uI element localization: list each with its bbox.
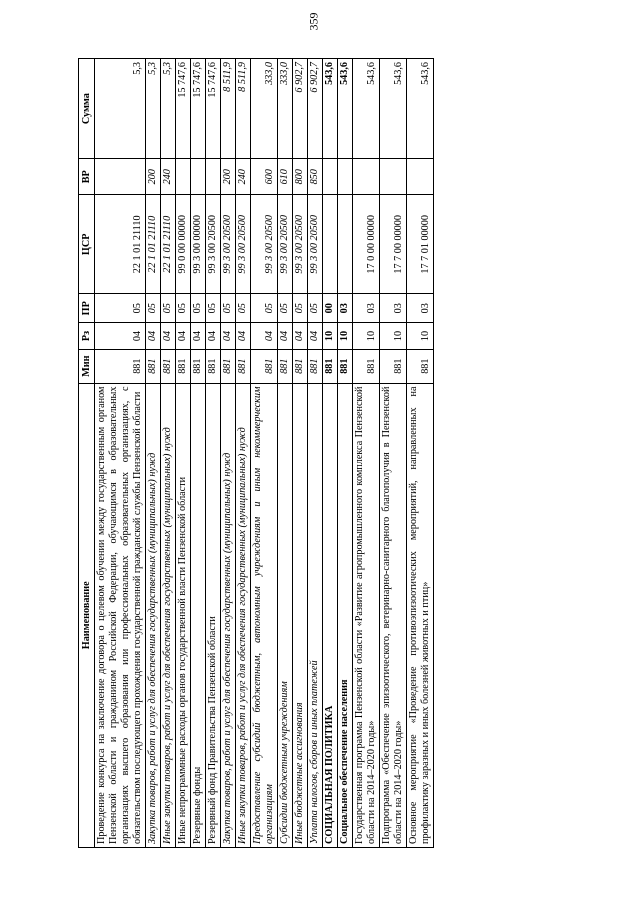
- cell-min: 881: [323, 349, 338, 383]
- header-csr: ЦСР: [79, 195, 95, 294]
- table-row: [95, 59, 146, 848]
- cell-vr: [338, 159, 353, 195]
- cell-vr: [323, 159, 338, 195]
- table-row: [221, 59, 236, 848]
- cell-csr: 17 0 00 00000: [353, 195, 380, 294]
- cell-min: 881: [380, 349, 407, 383]
- cell-pr: 00: [323, 294, 338, 323]
- cell-csr: 99 3 00 20500: [236, 195, 251, 294]
- cell-min: 881: [338, 349, 353, 383]
- cell-vr: 240: [161, 159, 176, 195]
- cell-min: 881: [191, 349, 206, 383]
- cell-name: Предоставление субсидий бюджетным, автономным учреждениям и иным некоммерческим организациям: [251, 383, 278, 847]
- cell-sum: 8 511,9: [236, 59, 251, 159]
- cell-rz: 04: [206, 323, 221, 350]
- cell-pr: 05: [146, 294, 161, 323]
- cell-csr: 99 3 00 20500: [221, 195, 236, 294]
- cell-pr: 05: [293, 294, 308, 323]
- cell-pr: 03: [338, 294, 353, 323]
- header-sum: Сумма: [79, 59, 95, 159]
- cell-vr: [176, 159, 191, 195]
- cell-name: Государственная программа Пензенской области «Развитие агропромышленного комплекса Пензенской области на 2014–2020 годы»: [353, 383, 380, 847]
- cell-vr: 800: [293, 159, 308, 195]
- cell-sum: 543,6: [353, 59, 380, 159]
- cell-vr: 240: [236, 159, 251, 195]
- cell-sum: 5,3: [95, 59, 146, 159]
- table-row: [146, 59, 161, 848]
- header-min: Мин: [79, 349, 95, 383]
- table-header-row: [79, 59, 95, 848]
- cell-vr: 200: [146, 159, 161, 195]
- cell-min: 881: [353, 349, 380, 383]
- cell-csr: 17 7 01 00000: [407, 195, 434, 294]
- cell-sum: 5,3: [146, 59, 161, 159]
- cell-min: 881: [236, 349, 251, 383]
- cell-pr: 05: [161, 294, 176, 323]
- cell-min: 881: [146, 349, 161, 383]
- table-row: [353, 59, 380, 848]
- cell-min: 881: [206, 349, 221, 383]
- cell-name: Иные закупки товаров, работ и услуг для обеспечения государственных (муниципальных) нужд: [236, 383, 251, 847]
- cell-rz: 04: [221, 323, 236, 350]
- cell-pr: 05: [191, 294, 206, 323]
- cell-sum: 15 747,6: [176, 59, 191, 159]
- cell-sum: 333,0: [278, 59, 293, 159]
- cell-csr: 99 3 00 00000: [191, 195, 206, 294]
- cell-name: Иные бюджетные ассигнования: [293, 383, 308, 847]
- cell-pr: 05: [236, 294, 251, 323]
- cell-min: 881: [308, 349, 323, 383]
- cell-sum: 543,6: [380, 59, 407, 159]
- cell-csr: 99 3 00 20500: [308, 195, 323, 294]
- cell-pr: 05: [95, 294, 146, 323]
- table-row: [206, 59, 221, 848]
- cell-pr: 05: [308, 294, 323, 323]
- cell-min: 881: [251, 349, 278, 383]
- cell-rz: 04: [308, 323, 323, 350]
- cell-min: 881: [407, 349, 434, 383]
- cell-sum: 15 747,6: [206, 59, 221, 159]
- cell-csr: 99 0 00 00000: [176, 195, 191, 294]
- cell-min: 881: [293, 349, 308, 383]
- cell-csr: [338, 195, 353, 294]
- cell-rz: 04: [293, 323, 308, 350]
- cell-rz: 10: [323, 323, 338, 350]
- cell-rz: 04: [278, 323, 293, 350]
- cell-name: Закупка товаров, работ и услуг для обеспечения государственных (муниципальных) нужд: [221, 383, 236, 847]
- table-row: [251, 59, 278, 848]
- cell-name: Резервный фонд Правительства Пензенской области: [206, 383, 221, 847]
- cell-rz: 04: [161, 323, 176, 350]
- cell-csr: 99 3 00 20500: [278, 195, 293, 294]
- cell-vr: 610: [278, 159, 293, 195]
- cell-sum: 6 902,7: [308, 59, 323, 159]
- cell-rz: 04: [236, 323, 251, 350]
- cell-sum: 15 747,6: [191, 59, 206, 159]
- table-row: [407, 59, 434, 848]
- cell-sum: 8 511,9: [221, 59, 236, 159]
- table-row: [176, 59, 191, 848]
- cell-name: СОЦИАЛЬНАЯ ПОЛИТИКА: [323, 383, 338, 847]
- cell-vr: [353, 159, 380, 195]
- table-row: [323, 59, 338, 848]
- cell-name: Резервные фонды: [191, 383, 206, 847]
- cell-rz: 04: [191, 323, 206, 350]
- cell-name: Субсидии бюджетным учреждениям: [278, 383, 293, 847]
- cell-csr: 22 1 01 21110: [146, 195, 161, 294]
- cell-name: Иные закупки товаров, работ и услуг для обеспечения государственных (муниципальных) нужд: [161, 383, 176, 847]
- cell-csr: [323, 195, 338, 294]
- cell-vr: 600: [251, 159, 278, 195]
- cell-vr: [95, 159, 146, 195]
- cell-rz: 04: [251, 323, 278, 350]
- cell-name: Основное мероприятие «Проведение противоэпизоотических мероприятий, направленных на профилактику заразных и иных болезней животных и птиц»: [407, 383, 434, 847]
- cell-csr: 99 3 00 20500: [293, 195, 308, 294]
- cell-sum: 543,6: [338, 59, 353, 159]
- cell-pr: 05: [176, 294, 191, 323]
- cell-pr: 05: [206, 294, 221, 323]
- header-pr: ПР: [79, 294, 95, 323]
- table-row: [278, 59, 293, 848]
- cell-vr: [191, 159, 206, 195]
- table-row: [191, 59, 206, 848]
- cell-min: 881: [95, 349, 146, 383]
- cell-min: 881: [161, 349, 176, 383]
- cell-rz: 10: [353, 323, 380, 350]
- cell-vr: [206, 159, 221, 195]
- table-row: [338, 59, 353, 848]
- cell-min: 881: [278, 349, 293, 383]
- table-row: [161, 59, 176, 848]
- cell-rz: 04: [146, 323, 161, 350]
- table-body: [95, 59, 434, 848]
- cell-sum: 543,6: [407, 59, 434, 159]
- cell-sum: 5,3: [161, 59, 176, 159]
- table-row: [380, 59, 407, 848]
- table-row: [293, 59, 308, 848]
- cell-rz: 04: [176, 323, 191, 350]
- cell-name: Социальное обеспечение населения: [338, 383, 353, 847]
- cell-min: 881: [221, 349, 236, 383]
- cell-min: 881: [176, 349, 191, 383]
- cell-pr: 05: [278, 294, 293, 323]
- page-number: 359: [306, 12, 321, 31]
- table-row: [236, 59, 251, 848]
- cell-rz: 10: [407, 323, 434, 350]
- cell-csr: 22 1 01 21110: [95, 195, 146, 294]
- cell-name: Проведение конкурса на заключение договора о целевом обучении между государственным органом Пензенской области и гражданином Российской Федерации, обучающимся в образовательных организациях высшего образования или профессиональных образовательных организациях, с обязательством последующего прохождения государственной гражданской службы Пензенской области: [95, 383, 146, 847]
- cell-rz: 04: [95, 323, 146, 350]
- cell-vr: [407, 159, 434, 195]
- header-vr: ВР: [79, 159, 95, 195]
- cell-name: Иные непрограммные расходы органов государственной власти Пензенской области: [176, 383, 191, 847]
- table-row: [308, 59, 323, 848]
- rotated-page-content: [78, 58, 573, 848]
- header-rz: Рз: [79, 323, 95, 350]
- cell-pr: 05: [221, 294, 236, 323]
- cell-pr: 03: [353, 294, 380, 323]
- cell-sum: 543,6: [323, 59, 338, 159]
- cell-csr: 22 1 01 21110: [161, 195, 176, 294]
- cell-vr: [380, 159, 407, 195]
- cell-sum: 333,0: [251, 59, 278, 159]
- budget-table: [78, 58, 434, 848]
- cell-vr: 200: [221, 159, 236, 195]
- cell-csr: 99 3 00 20500: [251, 195, 278, 294]
- cell-name: Закупка товаров, работ и услуг для обеспечения государственных (муниципальных) нужд: [146, 383, 161, 847]
- cell-sum: 6 902,7: [293, 59, 308, 159]
- cell-csr: 99 3 00 20500: [206, 195, 221, 294]
- cell-rz: 10: [380, 323, 407, 350]
- cell-pr: 03: [407, 294, 434, 323]
- cell-vr: 850: [308, 159, 323, 195]
- header-name: Наименование: [79, 383, 95, 847]
- cell-csr: 17 7 00 00000: [380, 195, 407, 294]
- cell-name: Подпрограмма «Обеспечение эпизоотического, ветеринарно-санитарного благополучия в Пензенской области на 2014–2020 годы»: [380, 383, 407, 847]
- cell-pr: 05: [251, 294, 278, 323]
- cell-rz: 10: [338, 323, 353, 350]
- cell-pr: 03: [380, 294, 407, 323]
- cell-name: Уплата налогов, сборов и иных платежей: [308, 383, 323, 847]
